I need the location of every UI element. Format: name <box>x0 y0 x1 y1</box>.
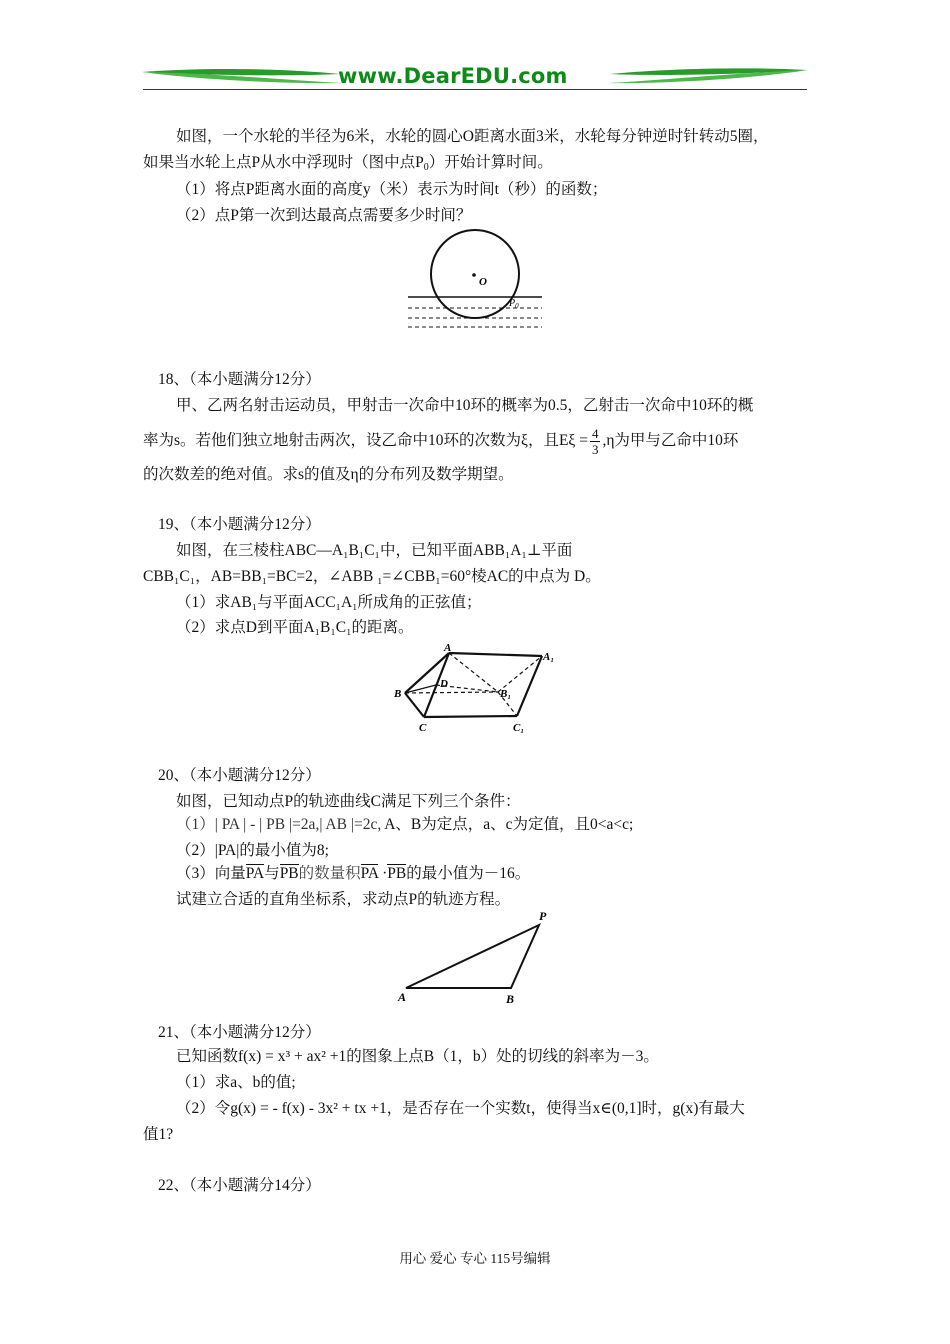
label-a: A <box>398 990 407 1004</box>
label-a: A <box>444 642 452 654</box>
q20-condition-3: （3）向量PA与PB的数量积PA ·PB的最小值为－16。 <box>176 865 531 882</box>
header-rule <box>143 89 807 90</box>
label-c: C <box>419 722 427 734</box>
q18-heading: 18、（本小题满分12分） <box>158 371 321 388</box>
q20-heading: 20、（本小题满分12分） <box>158 767 321 784</box>
fraction-4-3: $\frac{4}{3}$ <box>591 426 599 457</box>
q18-line-1: 甲、乙两名射击运动员，甲射击一次命中10环的概率为0.5，乙射击一次命中10环的概 <box>176 397 754 414</box>
waterwheel-figure <box>400 228 550 333</box>
triangle-figure <box>393 905 563 1010</box>
center-label-o: O <box>479 276 487 288</box>
q19-question-2: （2）求点D到平面A₁B₁C₁的距离。 <box>176 619 414 636</box>
q19-line-1: 如图，在三棱柱ABC—A₁B₁C₁中，已知平面ABB₁A₁⊥平面 <box>176 542 573 559</box>
q19-heading: 19、（本小题满分12分） <box>158 516 321 533</box>
q18-line-2: 率为s。若他们独立地射击两次，设乙命中10环的次数为ξ，且Eξ = $\frac{4}{3}$ ,η为甲与乙命中10环 <box>143 426 739 457</box>
label-a1: A₁ <box>543 651 555 663</box>
q21-question-2-cont: 值1? <box>143 1126 174 1143</box>
q18-line-3: 的次数差的绝对值。求s的值及η的分布列及数学期望。 <box>143 466 514 483</box>
intro-question-2: （2）点P第一次到达最高点需要多少时间？ <box>176 207 472 224</box>
intro-question-1: （1）将点P距离水面的高度y（米）表示为时间t（秒）的函数； <box>176 181 608 198</box>
q20-line-1: 如图，已知动点P的轨迹曲线C满足下列三个条件： <box>176 793 521 810</box>
intro-line-2: 如果当水轮上点P从水中浮现时（图中点$P_0$）开始计算时间。 <box>143 154 553 173</box>
q22-heading: 22、（本小题满分14分） <box>158 1177 321 1194</box>
label-b1: B₁ <box>500 688 512 700</box>
label-p: P <box>539 909 547 923</box>
q21-line-1: 已知函数f(x) = x³ + ax² +1的图象上点B（1，b）处的切线的斜率为－3。 <box>176 1048 659 1065</box>
point-label-p0: $P_0$ <box>509 298 519 310</box>
q19-line-2: CBB₁C₁，AB=BB₁=BC=2，∠ABB ₁=∠CBB₁=60°棱AC的中点为 D。 <box>143 568 601 585</box>
label-d: D <box>440 678 448 690</box>
q21-question-2: （2）令g(x) = - f(x) - 3x² + tx +1，是否存在一个实数t，使得当x∈(0,1]时，g(x)有最大 <box>176 1100 745 1117</box>
label-b: B <box>394 688 402 700</box>
q21-question-1: （1）求a、b的值; <box>176 1074 296 1091</box>
label-c1: C₁ <box>513 722 525 734</box>
q20-condition-1: （1）| PA | - | PB |=2a,| AB |=2c, A、B为定点，a、c为定值，且0<a<c; <box>176 816 634 833</box>
intro-line-1: 如图，一个水轮的半径为6米，水轮的圆心O距离水面3米，水轮每分钟逆时针转动5圈， <box>176 128 769 145</box>
q20-condition-2: （2）|PA|的最小值为8; <box>176 842 329 859</box>
q21-heading: 21、（本小题满分12分） <box>158 1024 321 1041</box>
q20-line-5: 试建立合适的直角坐标系，求动点P的轨迹方程。 <box>176 891 511 908</box>
label-b: B <box>506 992 515 1006</box>
prism-figure <box>392 640 562 740</box>
q19-question-1: （1）求AB₁与平面ACC₁A₁所成角的正弦值； <box>176 594 482 611</box>
footer-text: 用心 爱心 专心 115号编辑 <box>399 1251 551 1266</box>
logo: www.DearEDU.com <box>338 64 568 88</box>
